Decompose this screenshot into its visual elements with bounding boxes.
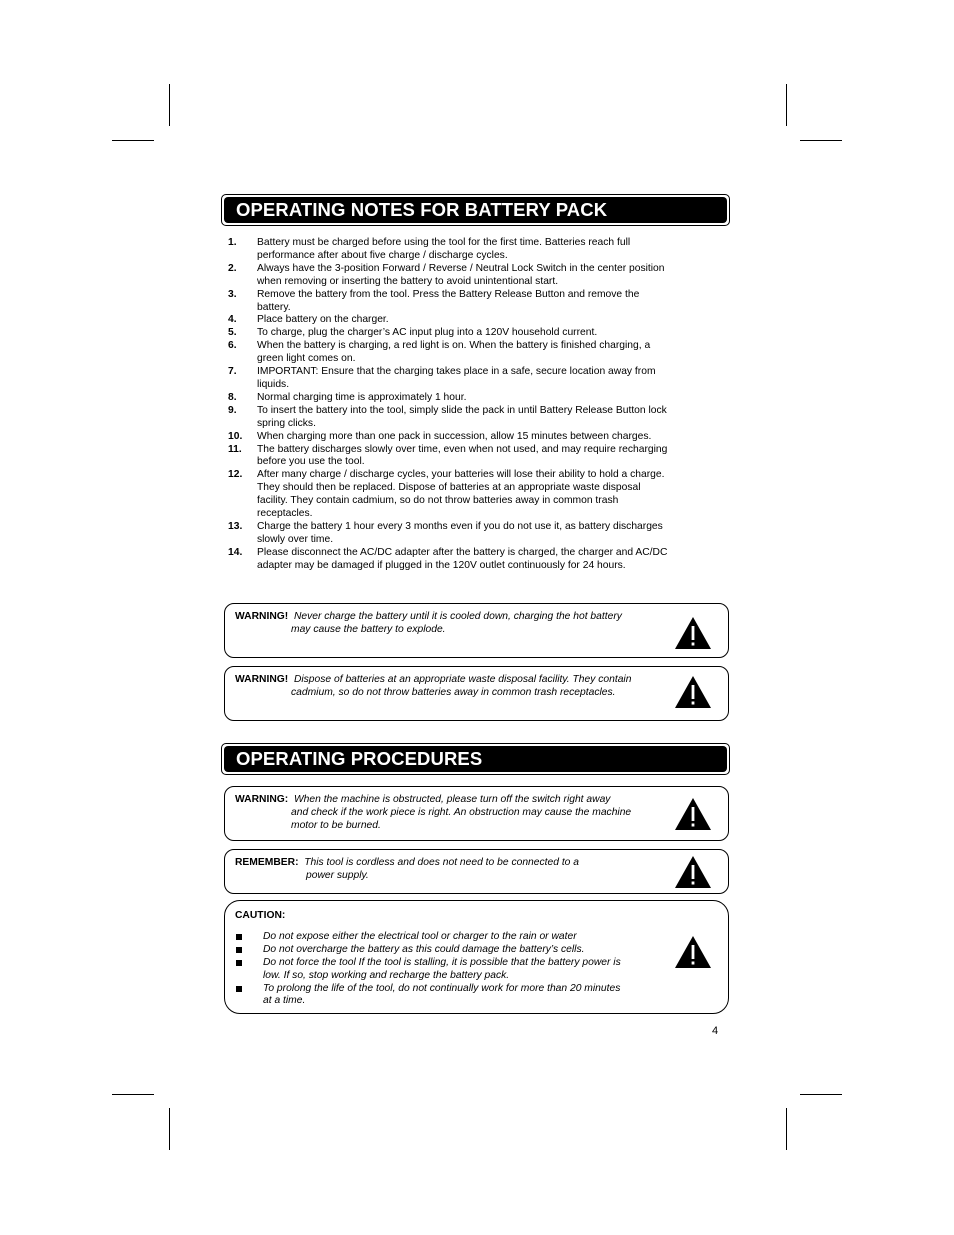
list-item: 3. Remove the battery from the tool. Press the Battery Release Button and remove the battery.: [228, 288, 640, 313]
remember-box: REMEMBER: This tool is cordless and does not need to be connected to a power supply.: [224, 849, 729, 894]
list-item: 6. When the battery is charging, a red light is on. When the battery is finished charging, a green light comes on.: [228, 340, 651, 365]
warning-triangle-icon: [674, 797, 712, 831]
list-item: 9. To insert the battery into the tool, simply slide the pack in until Battery Release Button lock spring clicks.: [228, 404, 667, 429]
square-bullet-icon: [236, 934, 242, 940]
list-item: 10. When charging more than one pack in succession, allow 15 minutes between charges.: [228, 430, 652, 442]
section-title: OPERATING NOTES FOR BATTERY PACK: [224, 197, 727, 223]
battery-notes-list: [228, 237, 668, 573]
crop-mark: [169, 1108, 170, 1150]
crop-mark: [786, 84, 787, 126]
section-header-battery-pack: [221, 194, 730, 226]
list-item: 12. After many charge / discharge cycles, your batteries will lose their ability to hold a charge. They should then be replaced. Dispose of batteries at an appropriate waste disposal facility. They contain cadmium, so do not throw batteries away in common trash receptacles.: [228, 469, 665, 520]
list-item: 7. IMPORTANT: Ensure that the charging takes place in a safe, secure location away from liquids.: [228, 366, 656, 390]
list-item: Do not overcharge the battery as this could damage the battery’s cells.: [235, 944, 625, 957]
warning-box-disposal: WARNING! Dispose of batteries at an appropriate waste disposal facility. They contain cadmium, so do not throw batteries away in common trash receptacles.: [224, 666, 729, 721]
list-item: 2. Always have the 3-position Forward / Reverse / Neutral Lock Switch in the center position when removing or inserting the battery to avoid unintentional start.: [228, 262, 665, 287]
crop-mark: [169, 84, 170, 126]
crop-mark: [786, 1108, 787, 1150]
warning-label: WARNING:: [235, 794, 289, 805]
warning-label: WARNING!: [235, 674, 289, 685]
crop-mark: [112, 1094, 154, 1095]
square-bullet-icon: [236, 986, 242, 992]
warning-triangle-icon: [674, 675, 712, 709]
crop-mark: [800, 1094, 842, 1095]
list-item: 13. Charge the battery 1 hour every 3 months even if you do not use it, as battery discharges slowly over time.: [228, 520, 663, 545]
section-header-operating-procedures: [221, 743, 730, 775]
list-item: 1. Battery must be charged before using the tool for the first time. Batteries reach full performance after about five charge / discharge cycles.: [228, 237, 631, 261]
list-item: 4. Place battery on the charger.: [228, 314, 389, 326]
list-item: 5. To charge, plug the charger’s AC input plug into a 120V household current.: [228, 327, 598, 339]
caution-box: [224, 900, 729, 1014]
warning-triangle-icon: [674, 616, 712, 650]
square-bullet-icon: [236, 947, 242, 953]
warning-triangle-icon: [674, 935, 712, 969]
warning-label: WARNING!: [235, 611, 289, 622]
crop-mark: [112, 140, 154, 141]
warning-box-obstruction: WARNING: When the machine is obstructed, please turn off the switch right away and check if the work piece is right. An obstruction may cause the machine motor to be burned.: [224, 786, 729, 841]
section-title: OPERATING PROCEDURES: [224, 746, 727, 772]
crop-mark: [800, 140, 842, 141]
square-bullet-icon: [236, 960, 242, 966]
caution-label: CAUTION:: [235, 910, 286, 921]
list-item: Do not force the tool If the tool is stalling, it is possible that the battery power is low. If so, stop working and recharge the battery pack.: [235, 957, 625, 983]
list-item: 8. Normal charging time is approximately 1 hour.: [228, 391, 467, 403]
list-item: To prolong the life of the tool, do not continually work for more than 20 minutes at a time.: [235, 983, 625, 1009]
list-item: Do not expose either the electrical tool or charger to the rain or water: [235, 931, 625, 944]
list-item: 11. The battery discharges slowly over time, even when not used, and may require recharging before you use the tool.: [228, 443, 668, 468]
page-number: 4: [712, 1025, 719, 1037]
caution-list: [235, 931, 625, 1008]
warning-triangle-icon: [674, 855, 712, 889]
warning-box-hot-battery: WARNING! Never charge the battery until it is cooled down, charging the hot battery may cause the battery to explode.: [224, 603, 729, 658]
remember-label: REMEMBER:: [235, 857, 299, 868]
list-item: 14. Please disconnect the AC/DC adapter after the battery is charged, the charger and AC/DC adapter may be damaged if plugged in the 120V outlet continuously for 24 hours.: [228, 546, 668, 571]
